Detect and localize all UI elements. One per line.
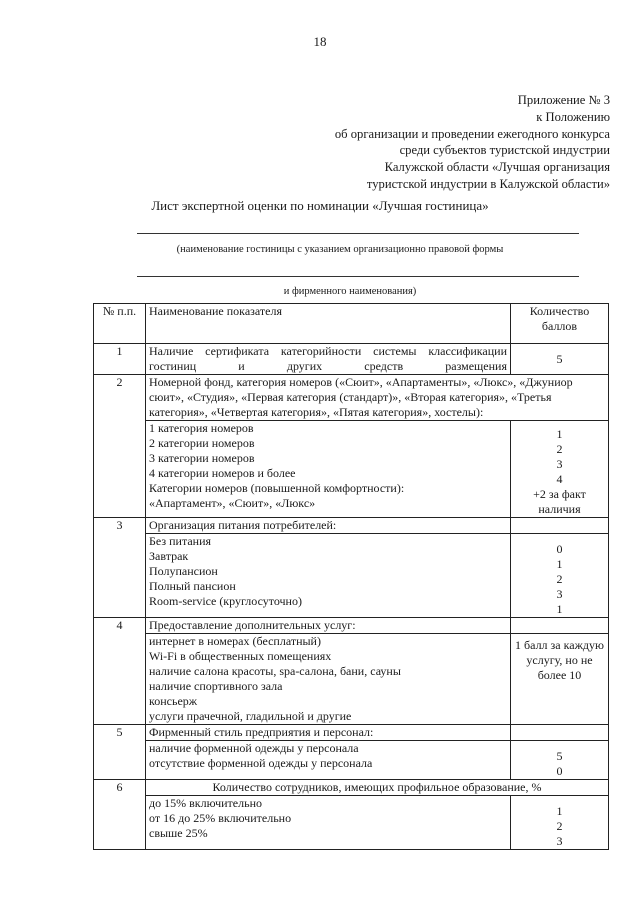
option-item: от 16 до 25% включительно <box>149 811 292 825</box>
option-item: Room-service (круглосуточно) <box>149 594 302 608</box>
points-value: 0 <box>556 764 563 778</box>
points-value: 2 <box>556 442 563 456</box>
appendix-line: среди субъектов туристской индустрии <box>399 143 610 158</box>
section-title: Предоставление дополнительных услуг: <box>146 618 511 634</box>
option-item: «Апартамент», «Сюит», «Люкс» <box>149 496 316 510</box>
appendix-line: к Положению <box>536 109 610 124</box>
column-header-points: Количество баллов <box>511 304 609 344</box>
page-number: 18 <box>313 34 327 49</box>
option-item: Полупансион <box>149 564 218 578</box>
points-value: 1 <box>556 602 563 616</box>
option-item: Wi-Fi в общественных помещениях <box>149 649 332 663</box>
points-value: 2 <box>556 819 563 833</box>
option-item: Категории номеров (повышенной комфортности): <box>149 481 405 495</box>
points-column <box>511 534 609 618</box>
option-item: услуги прачечной, гладильной и другие <box>149 709 352 723</box>
option-item: консьерж <box>149 694 198 708</box>
table-row <box>94 421 609 518</box>
appendix-line: туристской индустрии в Калужской области» <box>366 176 610 191</box>
criterion-options <box>146 421 511 518</box>
option-item: наличие форменной одежды у персонала <box>149 741 359 755</box>
option-item: наличие спортивного зала <box>149 679 283 693</box>
criterion-options <box>146 534 511 618</box>
points-column <box>511 796 609 850</box>
table-row <box>94 796 609 850</box>
appendix-block <box>335 92 610 193</box>
section-title: Номерной фонд, категория номеров («Сюит», «Апартаменты», «Люкс», «Джуниор сюит», «Студия», «Первая категория (стандарт)», «Вторая категория», «Третья категория», «Четвертая категория», «Пятая категория», хостелы): <box>146 375 609 421</box>
brand-name-blank-line <box>137 276 579 277</box>
criterion-options <box>146 741 511 780</box>
criterion-options <box>146 796 511 850</box>
option-item: до 15% включительно <box>149 796 263 810</box>
points-column <box>511 421 609 518</box>
row-number: 2 <box>94 375 146 518</box>
criterion-text: Наличие сертификата категорийности системы классификации гостиниц и других средств размещения <box>146 344 511 375</box>
points-value: 5 <box>556 749 563 763</box>
points-value: 3 <box>556 457 563 471</box>
section-header-row <box>94 780 609 796</box>
points-value: 1 <box>556 557 563 571</box>
row-number: 5 <box>94 725 146 780</box>
option-item: 1 категория номеров <box>149 421 254 435</box>
hotel-name-caption: (наименование гостиницы с указанием организационно правовой формы <box>176 244 504 255</box>
table-row <box>94 344 609 375</box>
points-value: 3 <box>556 587 563 601</box>
appendix-line: Приложение № 3 <box>517 93 610 107</box>
appendix-line: Калужской области «Лучшая организация <box>384 160 610 175</box>
row-number: 4 <box>94 618 146 725</box>
appendix-line: об организации и проведении ежегодного конкурса <box>334 126 610 141</box>
section-title: Фирменный стиль предприятия и персонал: <box>146 725 511 741</box>
table-row <box>94 534 609 618</box>
table-row <box>94 634 609 725</box>
option-item: 4 категории номеров и более <box>149 466 296 480</box>
points-value: 1 <box>556 804 563 818</box>
points-value: 0 <box>556 542 563 556</box>
option-item: Завтрак <box>149 549 189 563</box>
section-header-row <box>94 618 609 634</box>
row-number: 1 <box>94 344 146 375</box>
points-value: 1 балл за каждую услугу, но не более 10 <box>511 634 609 725</box>
section-header-row <box>94 375 609 421</box>
points-value: 2 <box>556 572 563 586</box>
row-number: 3 <box>94 518 146 618</box>
hotel-name-blank-line <box>137 233 579 234</box>
option-item: интернет в номерах (бесплатный) <box>149 634 321 648</box>
points-column <box>511 741 609 780</box>
table-row <box>94 741 609 780</box>
brand-name-caption: и фирменного наименования) <box>283 286 417 297</box>
criterion-options <box>146 634 511 725</box>
evaluation-table <box>93 303 609 850</box>
points-value: 5 <box>511 344 609 375</box>
points-value: 4 <box>556 472 563 486</box>
column-header-number: № п.п. <box>94 304 146 344</box>
option-item: 2 категории номеров <box>149 436 255 450</box>
points-value: 1 <box>556 427 563 441</box>
option-item: 3 категории номеров <box>149 451 255 465</box>
column-header-name: Наименование показателя <box>146 304 511 344</box>
option-item: Полный пансион <box>149 579 236 593</box>
document-title: Лист экспертной оценки по номинации «Лучшая гостиница» <box>151 198 489 213</box>
table-header-row <box>94 304 609 344</box>
option-item: наличие салона красоты, spa-салона, бани, сауны <box>149 664 401 678</box>
section-header-row <box>94 725 609 741</box>
option-item: Без питания <box>149 534 212 548</box>
option-item: свыше 25% <box>149 826 208 840</box>
section-title: Организация питания потребителей: <box>146 518 511 534</box>
section-header-row <box>94 518 609 534</box>
points-value: 3 <box>556 834 563 848</box>
row-number: 6 <box>94 780 146 850</box>
section-title: Количество сотрудников, имеющих профильное образование, % <box>146 780 609 796</box>
points-value: +2 за факт наличия <box>533 487 586 516</box>
option-item: отсутствие форменной одежды у персонала <box>149 756 373 770</box>
